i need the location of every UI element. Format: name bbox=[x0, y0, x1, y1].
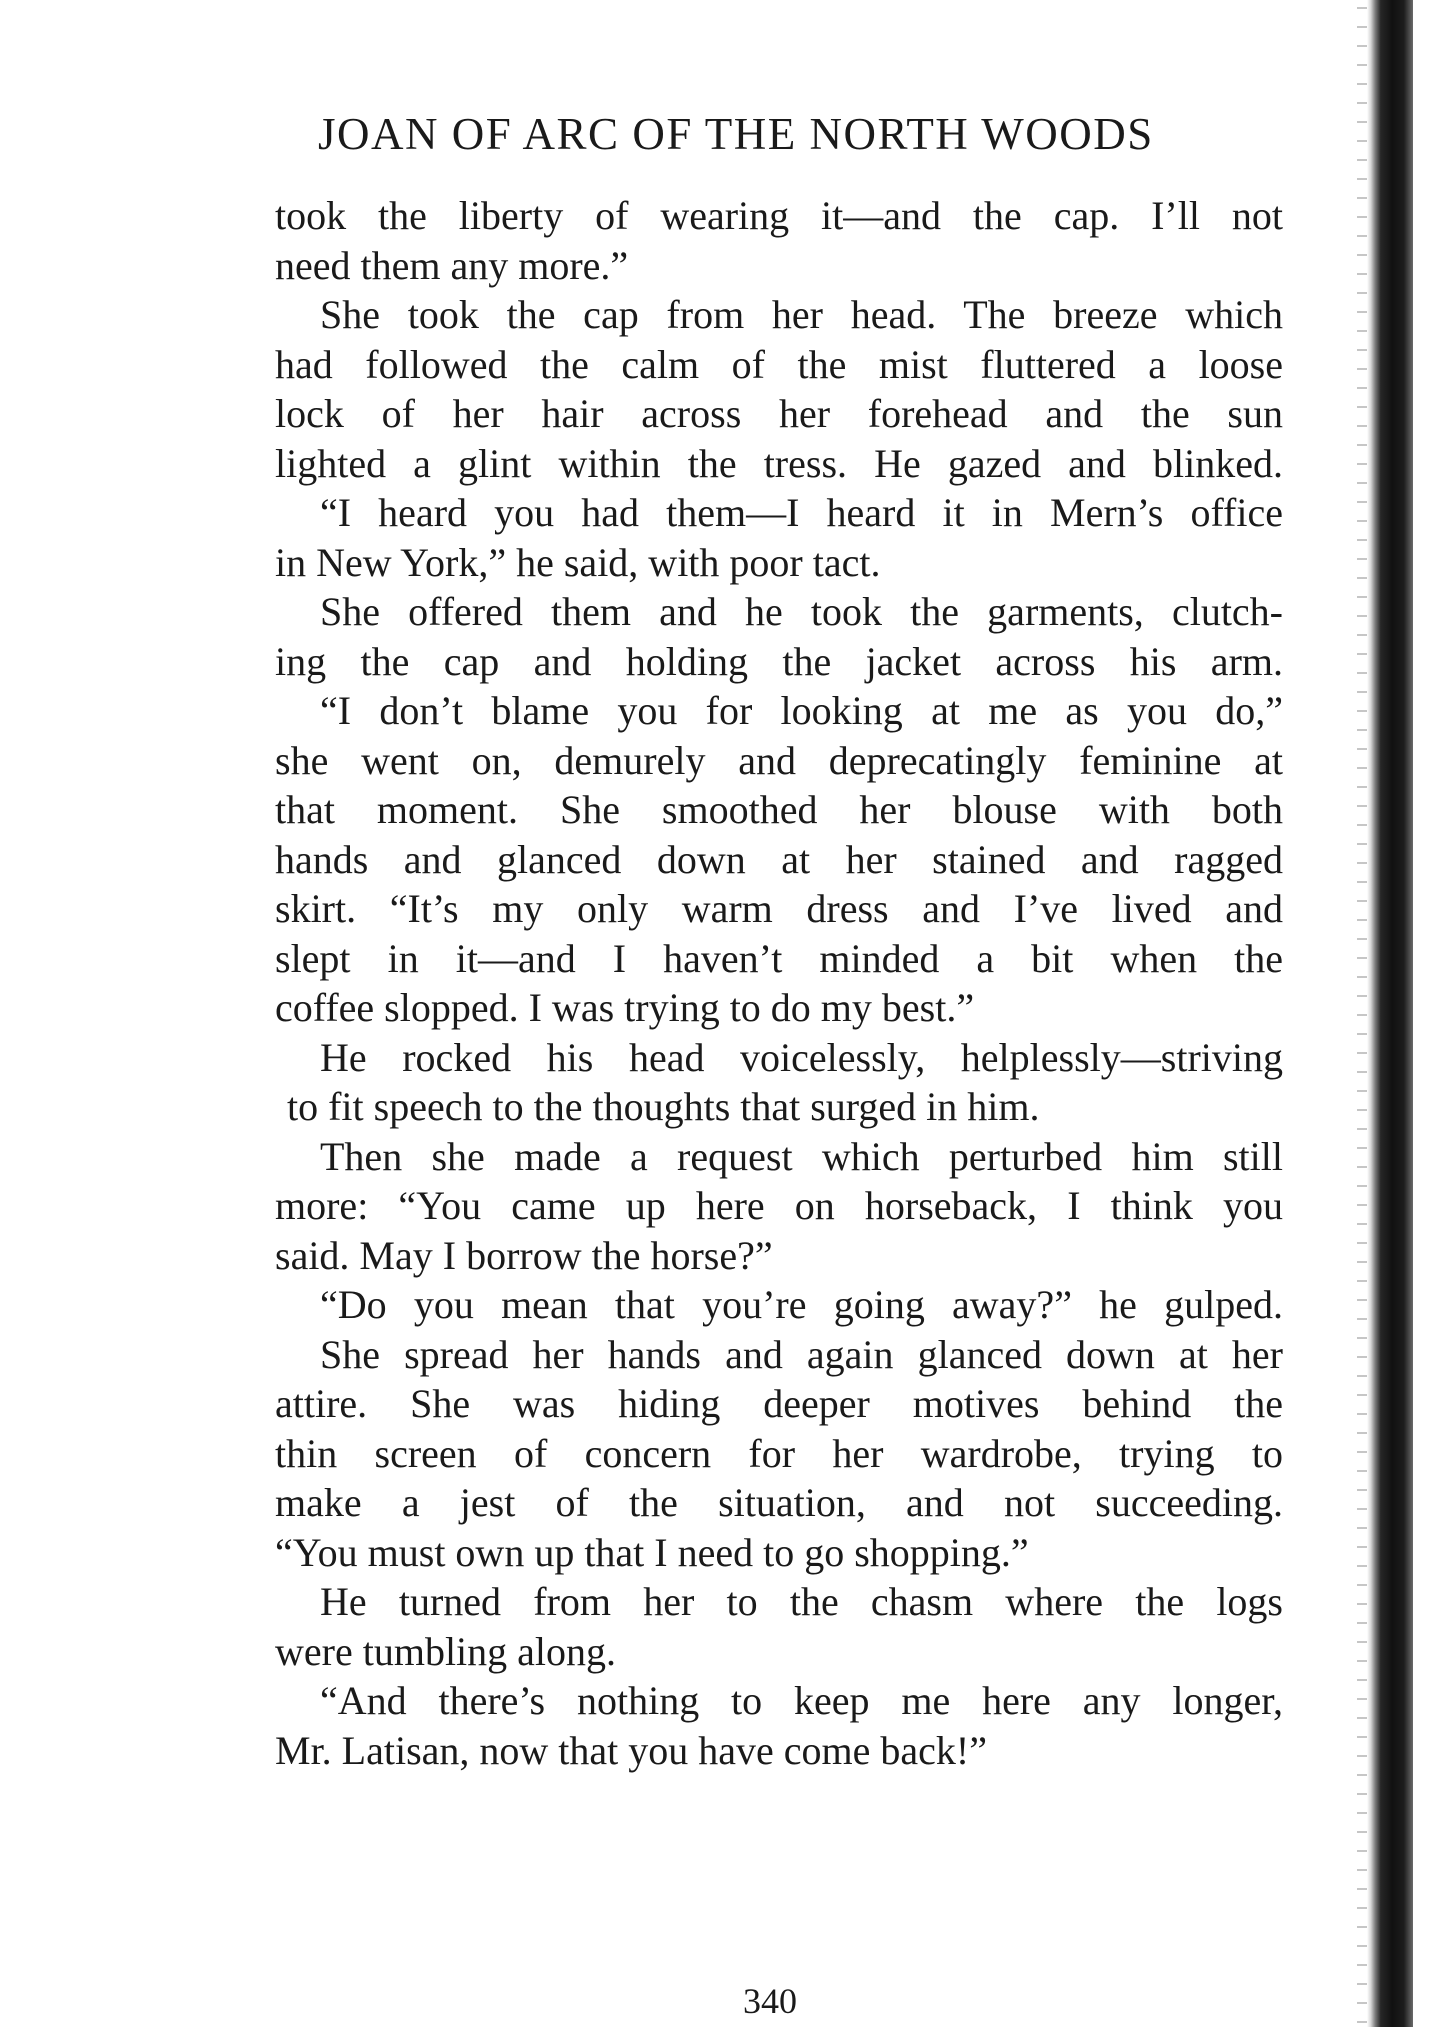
text-line: that moment. She smoothed her blouse with both bbox=[275, 787, 1283, 832]
text-line: She spread her hands and again glanced down at her bbox=[320, 1331, 1283, 1377]
text-line: lock of her hair across her forehead and the sun bbox=[275, 391, 1283, 436]
text-line: “And there’s nothing to keep me here any longer, bbox=[320, 1678, 1283, 1723]
text-line: Then she made a request which perturbed him still bbox=[320, 1133, 1283, 1179]
page-number: 340 bbox=[743, 1981, 797, 2021]
text-line: She offered them and he took the garments, clutch- bbox=[320, 589, 1283, 634]
text-line: attire. She was hiding deeper motives behind the bbox=[275, 1381, 1283, 1426]
text-line: slept in it—and I haven’t minded a bit when the bbox=[275, 935, 1283, 981]
text-line: Mr. Latisan, now that you have come back!” bbox=[275, 1727, 987, 1773]
text-line: “I don’t blame you for looking at me as you do,” bbox=[320, 688, 1283, 733]
text-line: ing the cap and holding the jacket across his arm. bbox=[275, 638, 1283, 684]
text-line: “You must own up that I need to go shopping.” bbox=[275, 1529, 1029, 1575]
text-line: make a jest of the situation, and not succeeding. bbox=[275, 1480, 1283, 1525]
text-line: more: “You came up here on horseback, I think you bbox=[275, 1183, 1283, 1228]
text-line: coffee slopped. I was trying to do my best.” bbox=[275, 985, 975, 1030]
text-line: to fit speech to the thoughts that surged in him. bbox=[287, 1084, 1040, 1129]
body-text bbox=[275, 191, 1283, 1775]
text-line: She took the cap from her head. The breeze which bbox=[320, 292, 1283, 337]
binding-edge bbox=[1367, 0, 1413, 2027]
text-line: were tumbling along. bbox=[275, 1628, 617, 1674]
text-line: took the liberty of wearing it—and the cap. I’ll not bbox=[275, 193, 1283, 238]
text-line: thin screen of concern for her wardrobe, trying to bbox=[275, 1430, 1283, 1476]
text-line: skirt. “It’s my only warm dress and I’ve lived and bbox=[275, 886, 1283, 931]
running-head: JOAN OF ARC OF THE NORTH WOODS bbox=[318, 109, 1154, 159]
text-line: “I heard you had them—I heard it in Mern’s office bbox=[320, 490, 1283, 535]
text-line: had followed the calm of the mist fluttered a loose bbox=[275, 341, 1283, 387]
text-line: “Do you mean that you’re going away?” he gulped. bbox=[320, 1282, 1283, 1327]
text-line: lighted a glint within the tress. He gazed and blinked. bbox=[275, 440, 1283, 486]
text-line: He rocked his head voicelessly, helplessly—striving bbox=[320, 1034, 1283, 1080]
text-line: need them any more.” bbox=[275, 242, 629, 288]
text-line: in New York,” he said, with poor tact. bbox=[275, 539, 881, 585]
text-line: she went on, demurely and deprecatingly feminine at bbox=[275, 737, 1283, 783]
text-line: hands and glanced down at her stained and ragged bbox=[275, 836, 1283, 882]
text-line: said. May I borrow the horse?” bbox=[275, 1232, 773, 1278]
text-line: He turned from her to the chasm where the logs bbox=[320, 1579, 1283, 1624]
